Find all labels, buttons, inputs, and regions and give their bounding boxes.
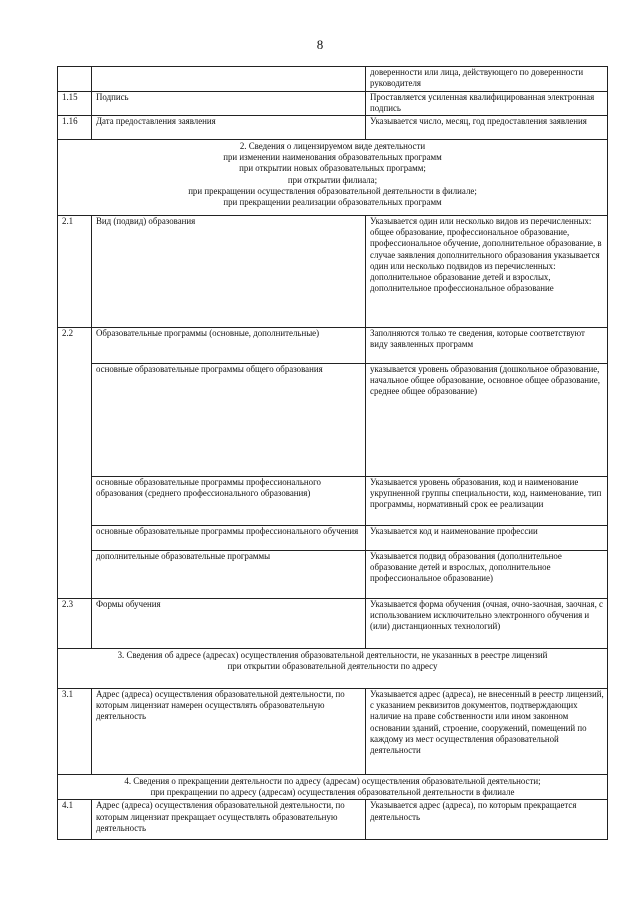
row-description: Указывается уровень образования, код и наименование укрупненной группы специальности, код, наименование, тип программы, нормативный срок ее реализации <box>366 477 608 526</box>
section-4-heading: 4. Сведения о прекращении деятельности по адресу (адресам) осуществления образовательной деятельности; при прекращении по адресу (адресам) осуществления образовательной деятельности в филиале <box>58 775 608 800</box>
row-description: доверенности или лица, действующего по доверенности руководителя <box>366 67 608 92</box>
table-row <box>58 92 608 116</box>
row-description: Указывается форма обучения (очная, очно-заочная, заочная, с использованием исключительно электронного обучения и (или) дистанционных технологий) <box>366 599 608 649</box>
row-field-name: Подпись <box>92 92 366 116</box>
row-field-name: основные образовательные программы общего образования <box>92 364 366 477</box>
table-row <box>58 689 608 775</box>
table-row <box>58 526 608 551</box>
row-field-name: основные образовательные программы профессионального обучения <box>92 526 366 551</box>
table-row <box>58 477 608 526</box>
row-description: Заполняются только те сведения, которые соответствуют виду заявленных программ <box>366 328 608 364</box>
page-number: 8 <box>316 37 324 52</box>
requirements-table <box>57 66 608 840</box>
row-field-name: Образовательные программы (основные, дополнительные) <box>92 328 366 364</box>
row-description: Указывается число, месяц, год предоставления заявления <box>366 116 608 140</box>
row-field-name: основные образовательные программы профессионального образования (среднего профессионального образования) <box>92 477 366 526</box>
row-number: 3.1 <box>58 689 92 775</box>
row-description: Указывается код и наименование профессии <box>366 526 608 551</box>
row-description: Указывается подвид образования (дополнительное образование детей и взрослых, дополнительное профессиональное образование) <box>366 551 608 599</box>
row-number: 2.1 <box>58 216 92 328</box>
row-number: 2.3 <box>58 599 92 649</box>
table-row <box>58 216 608 328</box>
table-row <box>58 116 608 140</box>
section-3-heading: 3. Сведения об адресе (адресах) осуществления образовательной деятельности, не указанных в реестре лицензий при открытии образовательной деятельности по адресу <box>58 649 608 689</box>
table-row <box>58 328 608 364</box>
row-number: 2.2 <box>58 328 92 364</box>
table-row <box>58 599 608 649</box>
row-field-name: дополнительные образовательные программы <box>92 551 366 599</box>
row-description: указывается уровень образования (дошкольное образование, начальное общее образование, основное общее образование, среднее общее образование) <box>366 364 608 477</box>
table-row <box>58 551 608 599</box>
row-field-name: Адрес (адреса) осуществления образовательной деятельности, по которым лицензиат прекращает осуществлять образовательную деятельность <box>92 800 366 840</box>
table-row <box>58 800 608 840</box>
table-row <box>58 67 608 92</box>
row-description: Указывается один или несколько видов из перечисленных: общее образование, профессиональное образование, профессиональное обучение, дополнительное образование, в случае заявления дополнительного образования указывается один или несколько подвидов из перечисленных: дополнительное образование детей и взрослых, дополнительное профессиональное образование <box>366 216 608 328</box>
row-description: Указывается адрес (адреса), по которым прекращается деятельность <box>366 800 608 840</box>
row-description: Указывается адрес (адреса), не внесенный в реестр лицензий, с указанием реквизитов документов, подтверждающих наличие на праве собственности или ином законном основании зданий, строение, сооружений, помещений по каждому из мест осуществления образовательной деятельности <box>366 689 608 775</box>
section-header-row <box>58 140 608 216</box>
section-header-row <box>58 649 608 689</box>
section-2-heading: 2. Сведения о лицензируемом виде деятельности при изменении наименования образовательных программ при открытии новых образовательных программ; при открытии филиала; при прекращении осуществления образовательной деятельности в филиале; при прекращении реализации образовательных программ <box>58 140 608 216</box>
row-field-name: Формы обучения <box>92 599 366 649</box>
row-field-name: Дата предоставления заявления <box>92 116 366 140</box>
row-description: Проставляется усиленная квалифицированная электронная подпись <box>366 92 608 116</box>
section-header-row <box>58 775 608 800</box>
row-field-name: Вид (подвид) образования <box>92 216 366 328</box>
row-field-name: Адрес (адреса) осуществления образовательной деятельности, по которым лицензиат намерен осуществлять образовательную деятельность <box>92 689 366 775</box>
row-number: 4.1 <box>58 800 92 840</box>
table-row <box>58 364 608 477</box>
row-number: 1.15 <box>58 92 92 116</box>
row-number: 1.16 <box>58 116 92 140</box>
